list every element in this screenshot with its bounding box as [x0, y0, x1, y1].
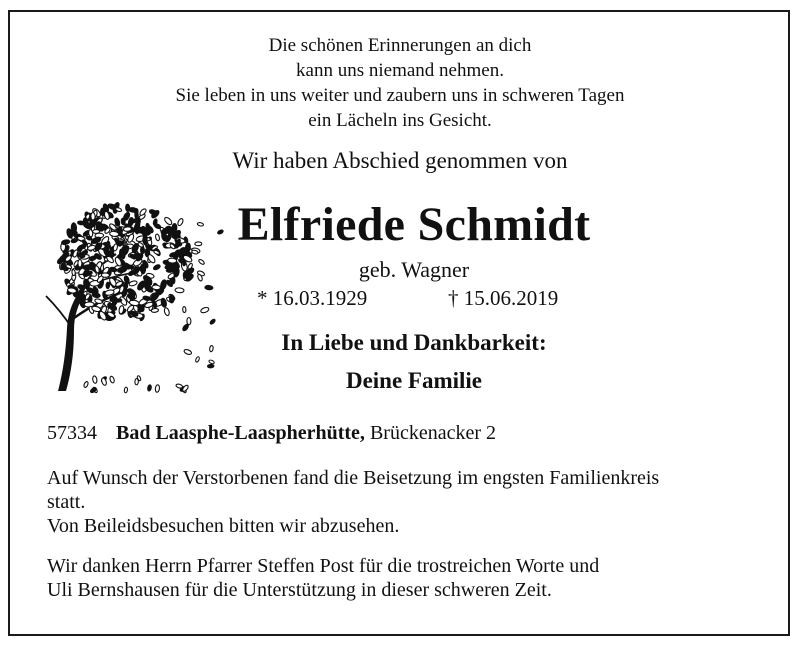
birth-date: * 16.03.1929: [257, 286, 368, 310]
memorial-poem: [0, 33, 800, 133]
gratitude-notice: [47, 554, 767, 602]
thanks-line: In Liebe und Dankbarkeit:: [281, 330, 547, 355]
farewell-intro: Wir haben Abschied genommen von: [232, 148, 568, 173]
family-signature: Deine Familie: [345, 368, 483, 393]
death-date: † 15.06.2019: [448, 286, 559, 310]
notice-line: Auf Wunsch der Verstorbenen fand die Beisetzung im engsten Familienkreis: [47, 467, 660, 489]
burial-notice: [47, 466, 767, 538]
notice-line: statt.: [47, 491, 86, 513]
poem-line: ein Lächeln ins Gesicht.: [308, 110, 492, 131]
city: Bad Laasphe-Laaspherhütte,: [116, 422, 365, 444]
birth-name: geb. Wagner: [358, 257, 470, 282]
deceased-name: Elfriede Schmidt: [237, 198, 591, 251]
postal-code: 57334: [47, 422, 97, 444]
notice-line: Uli Bernshausen für die Unterstützung in dieser schweren Zeit.: [47, 579, 552, 601]
notice-line: Von Beileidsbesuchen bitten wir abzusehen.: [47, 515, 400, 537]
mourning-address: [47, 420, 496, 446]
poem-line: Sie leben in uns weiter und zaubern uns in schweren Tagen: [175, 85, 625, 106]
notice-line: Wir danken Herrn Pfarrer Steffen Post für die trostreichen Worte und: [47, 555, 600, 577]
street: Brückenacker 2: [369, 422, 496, 444]
poem-line: Die schönen Erinnerungen an dich: [268, 35, 532, 56]
poem-line: kann uns niemand nehmen.: [296, 60, 504, 81]
